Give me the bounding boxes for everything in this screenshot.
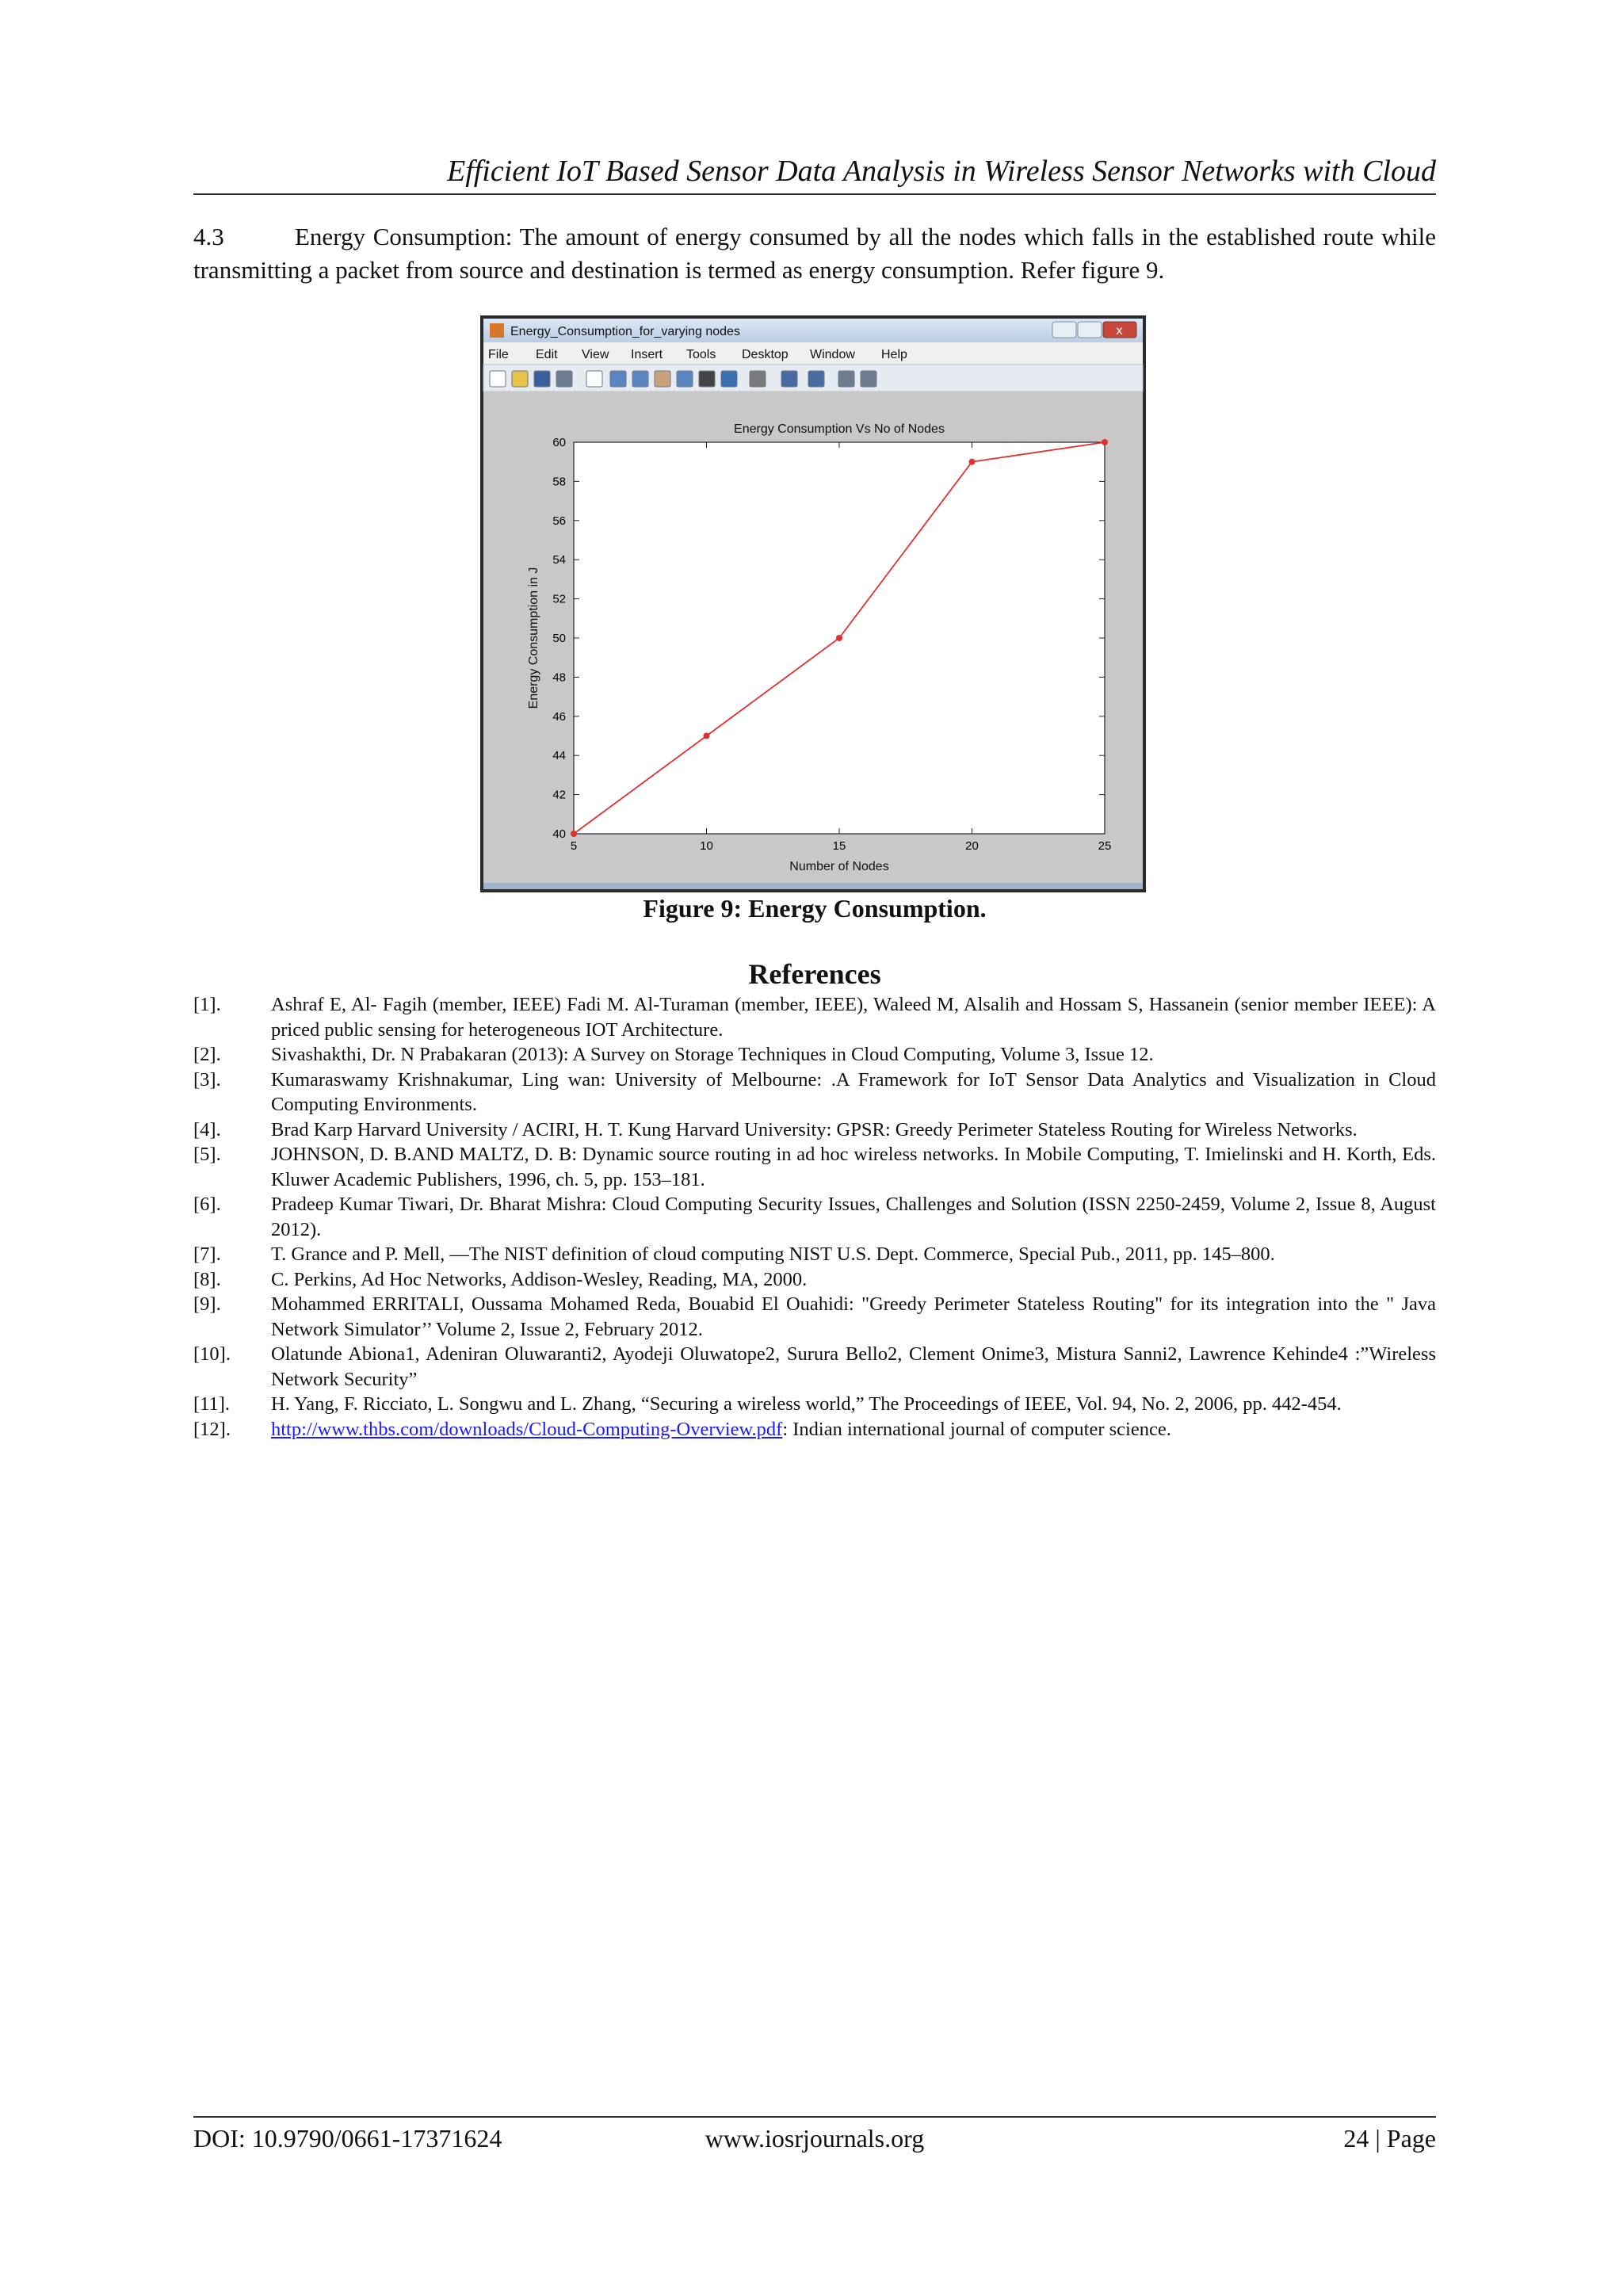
show-plot-tools-icon[interactable]	[861, 371, 876, 387]
reference-number: [4].	[193, 1118, 221, 1140]
chart-title: Energy Consumption Vs No of Nodes	[734, 422, 945, 436]
x-tick-label: 10	[700, 839, 713, 853]
reference-text: Olatunde Abiona1, Adeniran Oluwaranti2, Ayodeji Oluwatope2, Surura Bello2, Clement Onime3, Mistura Sanni2, Lawrence Kehinde4 :”Wireless Network Security”	[271, 1343, 1436, 1390]
menu-help[interactable]: Help	[881, 348, 907, 361]
reference-item	[193, 1142, 1436, 1192]
menu-view[interactable]: View	[582, 348, 609, 361]
x-tick-label: 25	[1098, 839, 1112, 853]
reference-text: T. Grance and P. Mell, ―The NIST definition of cloud computing NIST U.S. Dept. Commerce, Special Pub., 2011, pp. 145–800.	[271, 1244, 1275, 1265]
footer-page-number: 24 | Page	[1343, 2124, 1436, 2153]
reference-number: [3].	[193, 1068, 221, 1091]
colorbar-icon[interactable]	[781, 371, 797, 387]
menu-edit[interactable]: Edit	[536, 348, 558, 361]
reference-item	[193, 992, 1436, 1042]
reference-text: Mohammed ERRITALI, Oussama Mohamed Reda, Bouabid El Ouahidi: "Greedy Perimeter Stateless Routing" for its integration into the " Java Network Simulator’’ Volume 2, Issue 2, February 2012.	[271, 1293, 1436, 1340]
x-tick-label: 5	[570, 839, 578, 853]
section-text: Energy Consumption: The amount of energy consumed by all the nodes which falls in the established route while transmitting a packet from source and destination is termed as energy consumption. Refer figure 9.	[193, 223, 1436, 284]
open-file-icon[interactable]	[512, 371, 528, 387]
section-number: 4.3	[193, 223, 224, 250]
minimize-button[interactable]	[1052, 322, 1076, 338]
window-controls	[1052, 322, 1136, 338]
menu-insert[interactable]: Insert	[631, 348, 663, 361]
hide-plot-tools-icon[interactable]	[838, 371, 854, 387]
footer-doi: DOI: 10.9790/0661-17371624	[193, 2124, 502, 2153]
y-tick-label: 46	[552, 709, 566, 724]
y-tick-label: 44	[552, 749, 566, 763]
new-figure-icon[interactable]	[490, 371, 506, 387]
menu-file[interactable]: File	[488, 348, 509, 361]
running-header: Efficient IoT Based Sensor Data Analysis in Wireless Sensor Networks with Cloud	[446, 155, 1436, 188]
reference-number: [12].	[193, 1418, 231, 1440]
reference-link-suffix: : Indian international journal of computer science.	[782, 1418, 1171, 1440]
reference-item	[193, 1292, 1436, 1342]
section-paragraph	[193, 220, 1436, 287]
zoom-out-icon[interactable]	[632, 371, 648, 387]
matlab-figure	[480, 315, 1146, 892]
reference-text: C. Perkins, Ad Hoc Networks, Addison-Wesley, Reading, MA, 2000.	[271, 1268, 808, 1290]
legend-icon[interactable]	[808, 371, 824, 387]
link-plot-icon[interactable]	[750, 371, 766, 387]
reference-number: [1].	[193, 994, 221, 1015]
reference-item	[193, 1242, 1436, 1267]
print-icon[interactable]	[556, 371, 572, 387]
reference-item	[193, 1417, 1436, 1442]
data-point	[836, 635, 842, 641]
rotate-icon[interactable]	[677, 371, 693, 387]
close-icon: x	[1116, 323, 1123, 338]
footer-website: www.iosrjournals.org	[705, 2124, 925, 2153]
reference-text	[271, 1417, 1436, 1442]
y-tick-label: 40	[552, 827, 566, 841]
y-tick-label: 56	[552, 514, 566, 528]
data-cursor-icon[interactable]	[699, 371, 715, 387]
reference-item	[193, 1267, 1436, 1293]
reference-number: [10].	[193, 1343, 231, 1365]
footer-rule	[193, 2116, 1436, 2118]
menu-desktop[interactable]: Desktop	[742, 348, 789, 361]
page-footer	[193, 2121, 1436, 2156]
figure-caption: Figure 9: Energy Consumption.	[643, 894, 987, 923]
reference-text: Brad Karp Harvard University / ACIRI, H. T. Kung Harvard University: GPSR: Greedy Perimeter Stateless Routing for Wireless Networks.	[271, 1118, 1358, 1140]
y-tick-label: 52	[552, 592, 566, 606]
figure-window	[480, 315, 1146, 892]
reference-item	[193, 1342, 1436, 1392]
header-rule	[193, 193, 1436, 195]
select-arrow-icon[interactable]	[586, 371, 602, 387]
reference-text: JOHNSON, D. B.AND MALTZ, D. B: Dynamic source routing in ad hoc wireless networks. In Mobile Computing, T. Imielinski and H. Korth, Eds. Kluwer Academic Publishers, 1996, ch. 5, pp. 153–181.	[271, 1144, 1436, 1190]
y-tick-label: 48	[552, 670, 566, 685]
reference-text: Ashraf E, Al- Fagih (member, IEEE) Fadi M. Al-Turaman (member, IEEE), Waleed M, Alsalih and Hossam S, Hassanein (senior member IEEE): A priced public sensing for heterogeneous IOT Architecture.	[271, 994, 1436, 1041]
matlab-logo-icon	[490, 323, 504, 338]
reference-number: [6].	[193, 1194, 221, 1215]
reference-number: [11].	[193, 1393, 231, 1415]
reference-link[interactable]: http://www.thbs.com/downloads/Cloud-Computing-Overview.pdf	[271, 1418, 783, 1440]
reference-item	[193, 1042, 1436, 1068]
maximize-button[interactable]	[1078, 322, 1102, 338]
references-list	[193, 992, 1436, 1442]
y-tick-label: 50	[552, 632, 566, 645]
reference-text: Pradeep Kumar Tiwari, Dr. Bharat Mishra: Cloud Computing Security Issues, Challenges and Solution (ISSN 2250-2459, Volume 2, Issue 8, August 2012).	[271, 1194, 1436, 1240]
reference-number: [7].	[193, 1244, 221, 1265]
pan-icon[interactable]	[655, 371, 670, 387]
data-point	[704, 733, 710, 739]
menu-tools[interactable]: Tools	[686, 348, 716, 361]
brush-icon[interactable]	[721, 371, 737, 387]
reference-item	[193, 1068, 1436, 1117]
reference-item	[193, 1392, 1436, 1417]
window-title: Energy_Consumption_for_varying nodes	[510, 325, 740, 338]
reference-text: Sivashakthi, Dr. N Prabakaran (2013): A Survey on Storage Techniques in Cloud Computing, Volume 3, Issue 12.	[271, 1044, 1154, 1065]
data-point	[571, 831, 577, 837]
x-axis-label: Number of Nodes	[789, 860, 889, 873]
y-tick-label: 58	[552, 475, 566, 489]
zoom-in-icon[interactable]	[610, 371, 626, 387]
reference-text: Kumaraswamy Krishnakumar, Ling wan: University of Melbourne: .A Framework for IoT Sensor Data Analytics and Visualization in Cloud Computing Environments.	[271, 1068, 1436, 1115]
save-icon[interactable]	[534, 371, 550, 387]
reference-item	[193, 1192, 1436, 1242]
y-tick-label: 54	[552, 553, 566, 567]
reference-number: [5].	[193, 1144, 221, 1165]
x-tick-label: 15	[832, 839, 846, 853]
y-axis-label: Energy Consumption in J	[527, 567, 540, 709]
reference-text: H. Yang, F. Ricciato, L. Songwu and L. Zhang, “Securing a wireless world,” The Proceedings of IEEE, Vol. 94, No. 2, 2006, pp. 442-454.	[271, 1393, 1342, 1415]
window-bottom-edge	[483, 883, 1143, 889]
reference-number: [8].	[193, 1268, 221, 1290]
x-tick-label: 20	[965, 839, 979, 853]
data-point	[969, 459, 976, 465]
menu-window[interactable]: Window	[810, 348, 855, 361]
y-tick-label: 42	[552, 788, 566, 802]
reference-item	[193, 1117, 1436, 1143]
data-point	[1102, 439, 1108, 445]
y-tick-label: 60	[552, 436, 566, 449]
reference-number: [2].	[193, 1044, 221, 1065]
reference-number: [9].	[193, 1293, 221, 1315]
references-heading: References	[748, 958, 881, 990]
